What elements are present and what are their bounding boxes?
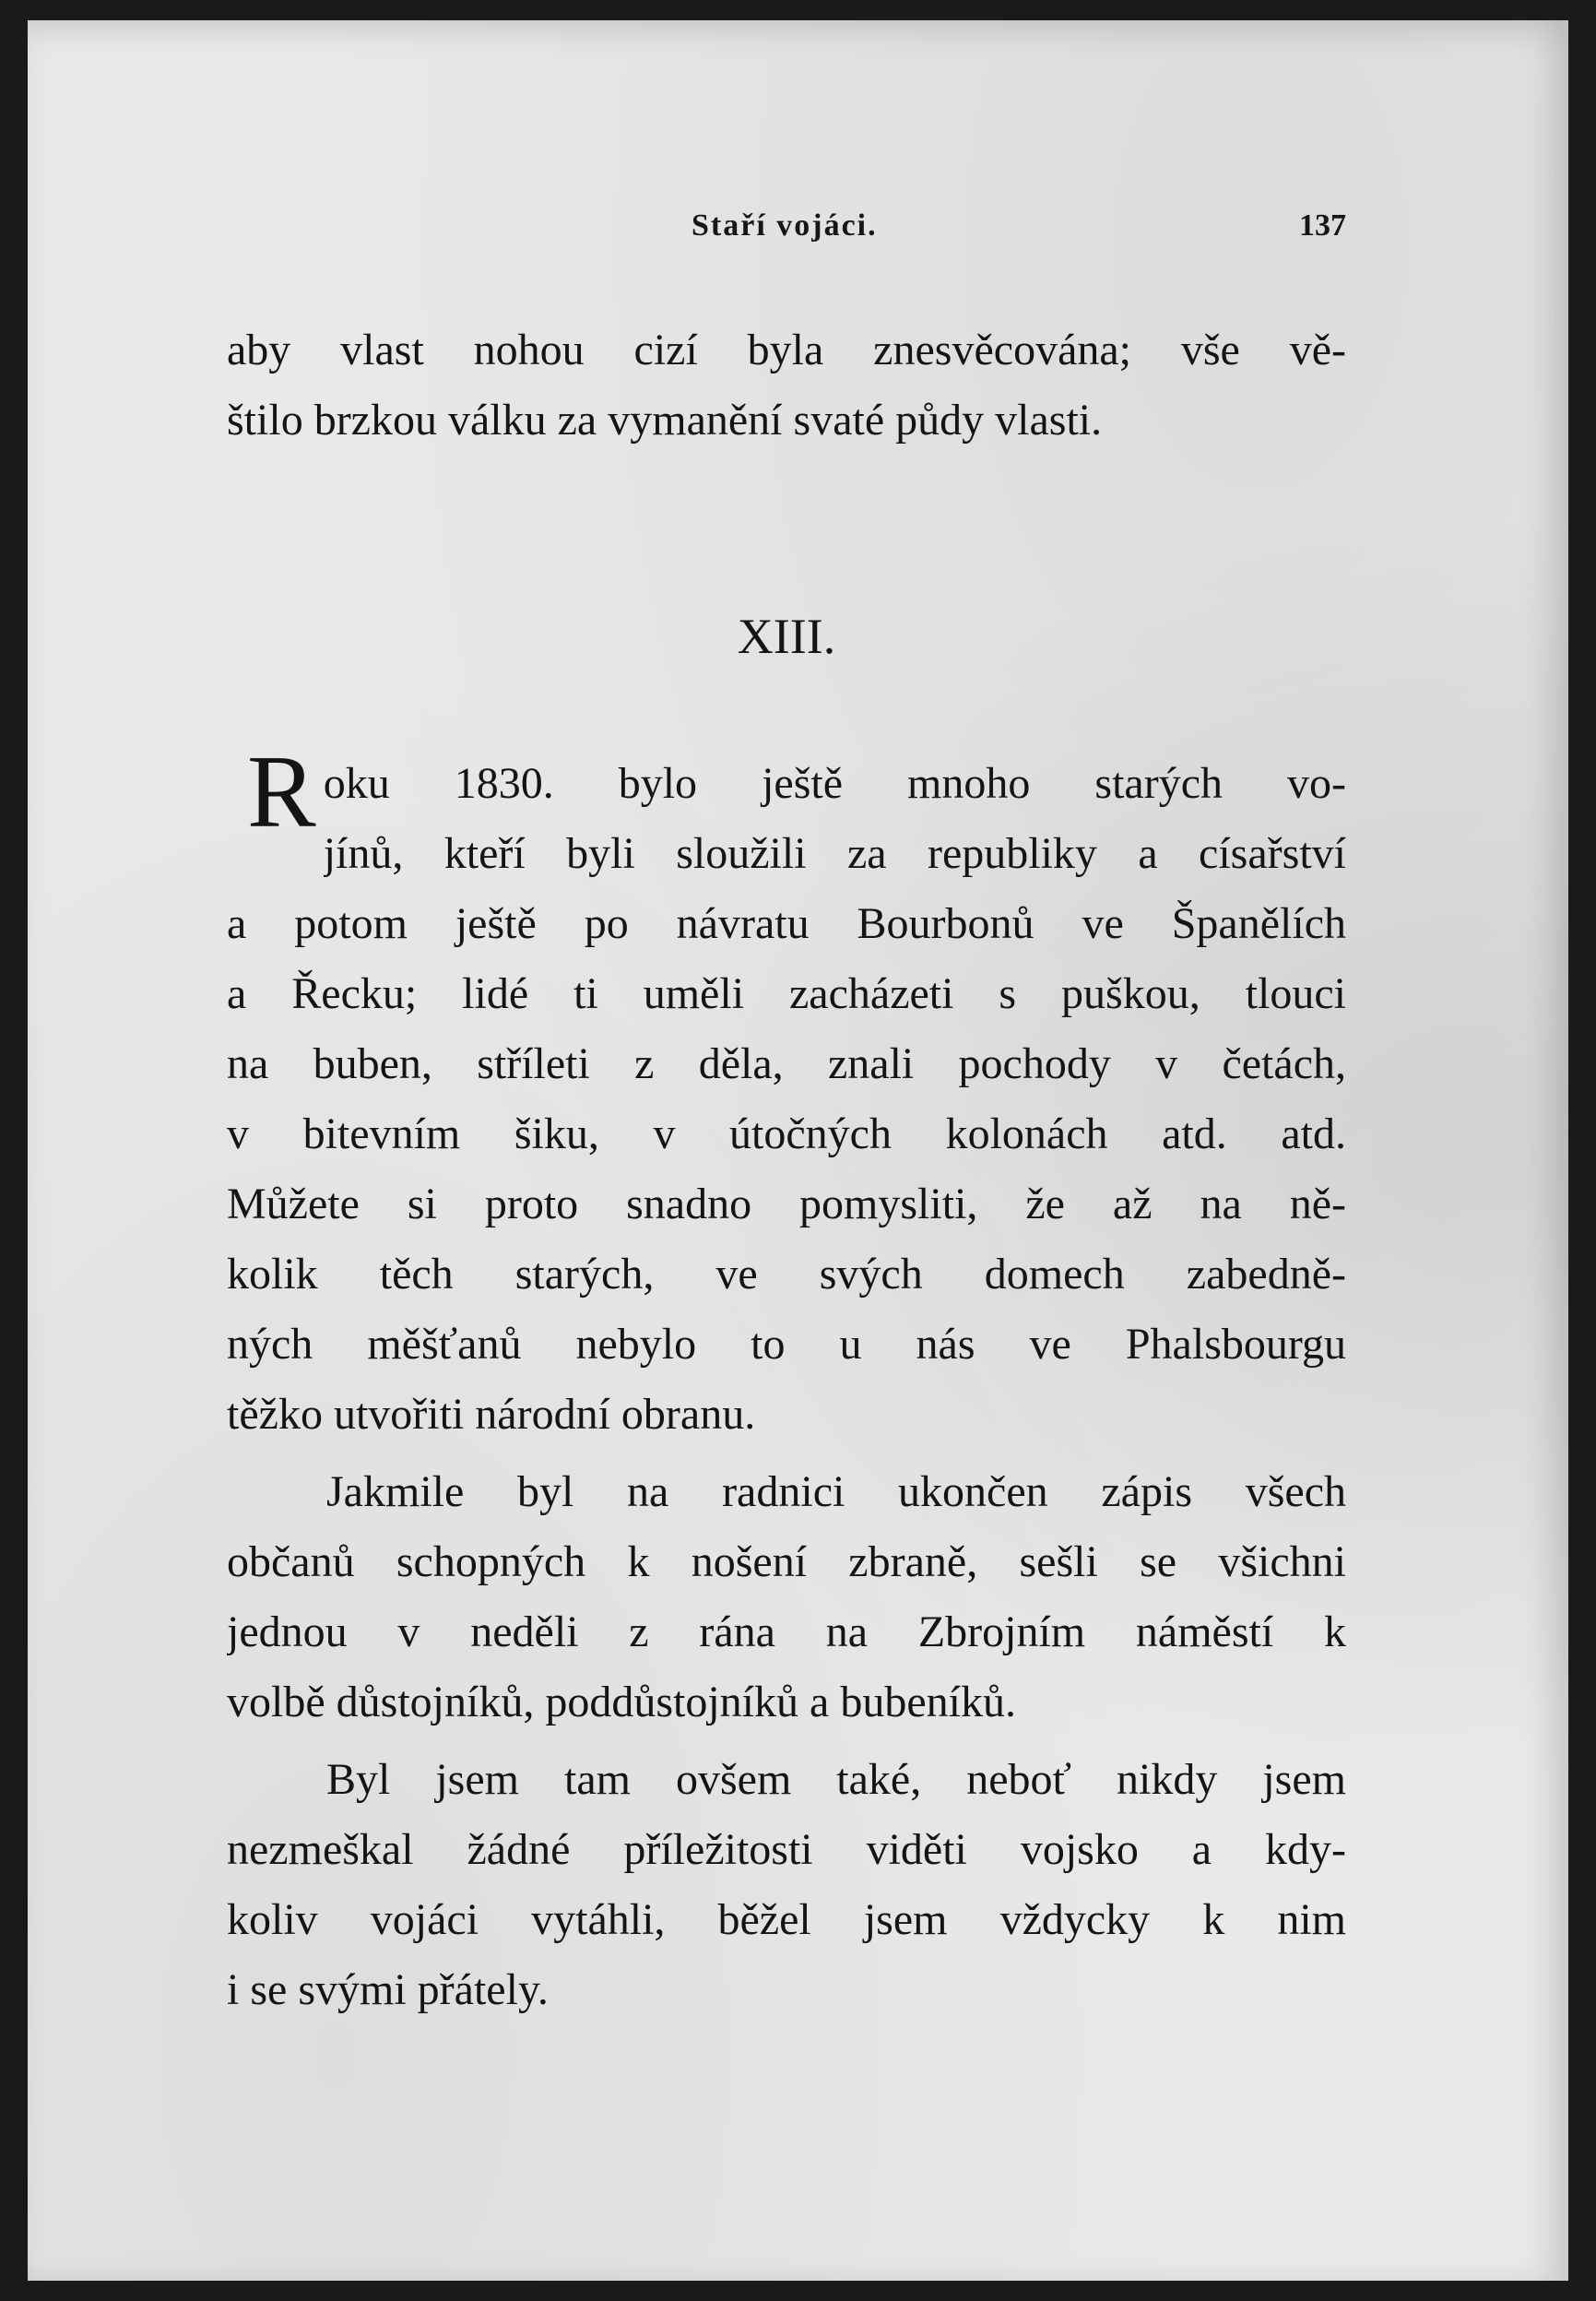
text-line: Byl jsem tam ovšem také, neboť nikdy jsem xyxy=(326,1755,1346,1804)
text-line: v bitevním šiku, v útočných kolonách atd. atd. xyxy=(227,1109,1346,1158)
text-line: aby vlast nohou cizí byla znesvěcována; vše vě- xyxy=(227,326,1346,374)
text-line: Jakmile byl na radnici ukončen zápis všech xyxy=(326,1467,1346,1516)
text-line: ných měšťanů nebylo to u nás ve Phalsbourgu xyxy=(227,1320,1346,1369)
text-line: těžko utvořiti národní obranu. xyxy=(227,1390,756,1439)
body-text xyxy=(227,315,1346,2025)
text-line: občanů schopných k nošení zbraně, sešli se všichni xyxy=(227,1537,1346,1586)
text-line: koliv vojáci vytáhli, běžel jsem vždycky k nim xyxy=(227,1895,1346,1944)
drop-cap: R xyxy=(247,735,316,849)
text-line: volbě důstojníků, poddůstojníků a bubeníků. xyxy=(227,1678,1016,1726)
chapter-heading: XIII. xyxy=(737,609,836,664)
text-line: kolik těch starých, ve svých domech zabedně- xyxy=(227,1250,1346,1299)
text-line: Můžete si proto snadno pomysliti, že až na ně- xyxy=(227,1180,1346,1228)
text-line: a Řecku; lidé ti uměli zacházeti s puškou, tlouci xyxy=(227,969,1346,1018)
paragraph-3 xyxy=(227,1745,1346,2025)
text-line: oku 1830. bylo ještě mnoho starých vo- xyxy=(323,759,1346,808)
running-title: Staří vojáci. xyxy=(692,208,878,243)
text-line: a potom ještě po návratu Bourbonů ve Španělích xyxy=(227,899,1346,948)
page-number: 137 xyxy=(1299,208,1346,243)
paragraph-2 xyxy=(227,1457,1346,1738)
book-page xyxy=(28,20,1568,2281)
paragraph-1 xyxy=(227,735,1346,1450)
text-line: štilo brzkou válku za vymanění svaté půdy vlasti. xyxy=(227,396,1103,445)
text-line: jínů, kteří byli sloužili za republiky a císařství xyxy=(323,829,1346,878)
text-line: nezmeškal žádné příležitosti viděti vojsko a kdy- xyxy=(227,1825,1346,1874)
text-line: na buben, stříleti z děla, znali pochody v četách, xyxy=(227,1039,1346,1088)
page-header xyxy=(227,201,1346,256)
text-line: jednou v neděli z rána na Zbrojním náměstí k xyxy=(227,1607,1346,1656)
text-line: i se svými přátely. xyxy=(227,1965,549,2014)
